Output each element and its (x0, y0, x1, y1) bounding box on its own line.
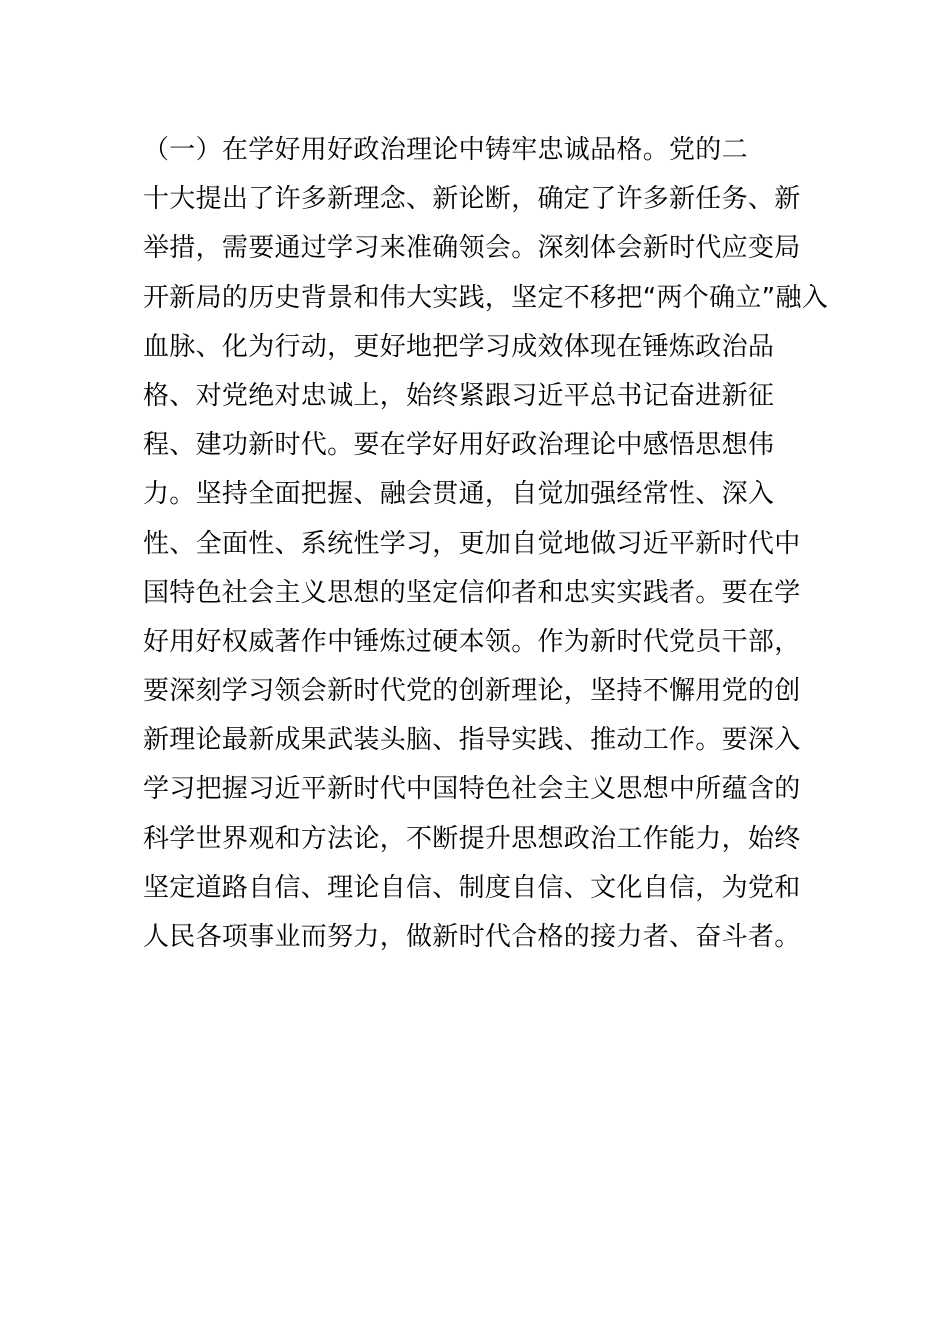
paragraph-line: 力。坚持全面把握、融会贯通，自觉加强经常性、深入 (143, 479, 775, 510)
paragraph-line: 十大提出了许多新理念、新论断，确定了许多新任务、新 (143, 184, 801, 215)
paragraph-line: 程、建功新时代。要在学好用好政治理论中感悟思想伟 (143, 430, 775, 461)
paragraph-line: 性、全面性、系统性学习，更加自觉地做习近平新时代中 (143, 528, 801, 559)
paragraph-line: 举措，需要通过学习来准确领会。深刻体会新时代应变局 (143, 233, 801, 264)
paragraph-line: 好用好权威著作中锤炼过硬本领。作为新时代党员干部， (143, 626, 801, 657)
paragraph-line: 坚定道路自信、理论自信、制度自信、文化自信，为党和 (143, 872, 801, 903)
body-paragraph (143, 126, 829, 962)
paragraph-line: 新理论最新成果武装头脑、指导实践、推动工作。要深入 (143, 725, 801, 756)
paragraph-line: 血脉、化为行动，更好地把学习成效体现在锤炼政治品 (143, 331, 775, 362)
paragraph-line: 国特色社会主义思想的坚定信仰者和忠实实践者。要在学 (143, 577, 801, 608)
paragraph-line: 人民各项事业而努力，做新时代合格的接力者、奋斗者。 (143, 922, 801, 952)
paragraph-line: 要深刻学习领会新时代党的创新理论，坚持不懈用党的创 (143, 676, 801, 707)
paragraph-line: 科学世界观和方法论，不断提升思想政治工作能力，始终 (143, 823, 801, 854)
paragraph-line: 格、对党绝对忠诚上，始终紧跟习近平总书记奋进新征 (143, 380, 775, 411)
paragraph-line: （一）在学好用好政治理论中铸牢忠诚品格。党的二 (143, 135, 748, 165)
paragraph-line: 开新局的历史背景和伟大实践，坚定不移把“两个确立”融入 (143, 282, 829, 313)
paragraph-line: 学习把握习近平新时代中国特色社会主义思想中所蕴含的 (143, 774, 801, 805)
